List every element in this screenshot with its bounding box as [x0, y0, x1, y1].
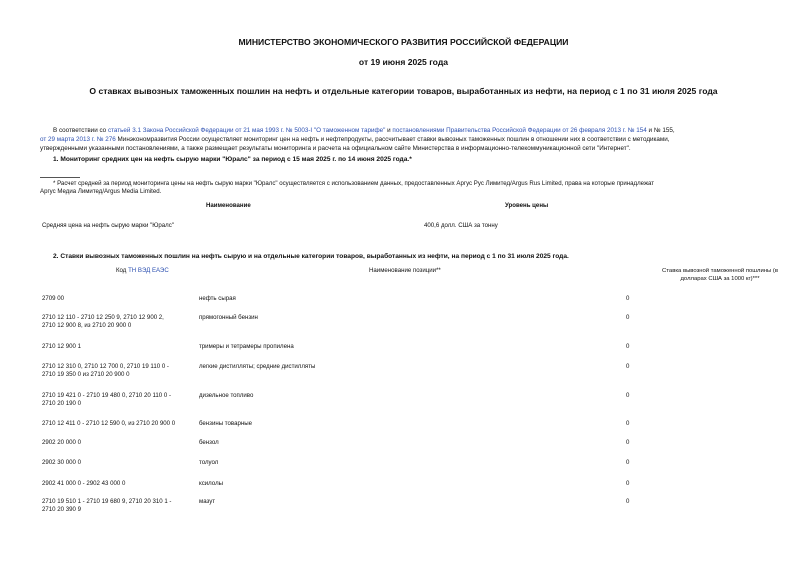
rate-row-code	[42, 295, 192, 303]
rate-row-code-line: 2709 00	[42, 295, 65, 302]
rate-row-code-line: 2902 30 000 0	[42, 459, 81, 466]
price-row-name: Средняя цена на нефть сырую марки "Юралс"	[42, 222, 174, 229]
rate-row-code-line: 2710 12 310 0, 2710 12 700 0, 2710 19 110 0 -	[42, 363, 169, 370]
rate-row-code-line: 2902 41 000 0 - 2902 43 000 0	[42, 480, 126, 487]
rates-header-rate	[640, 267, 800, 283]
rate-row-code	[42, 498, 192, 514]
rate-row-code-line: 2710 20 390 9	[42, 506, 81, 514]
rate-row-code-line: 2710 12 900 1	[42, 343, 81, 350]
rates-header-code-prefix: Код	[116, 267, 129, 274]
rate-row-name: ксилолы	[199, 480, 224, 487]
rate-row-value: 0	[626, 498, 630, 505]
rate-row-code-line: 2710 19 421 0 - 2710 19 480 0, 2710 20 110 0 -	[42, 392, 171, 399]
rate-row-name: легкие дистилляты; средние дистилляты	[199, 363, 316, 370]
rate-row-value: 0	[626, 459, 630, 466]
rate-row-value: 0	[626, 363, 630, 370]
rate-row-code	[42, 459, 192, 467]
intro-text-4: Минэкономразвития России осуществляет мониторинг цен на нефть и нефтепродукты, рассчитывает ставки вывозных таможенных пошлин в отношении них в соответствии с методиками,	[115, 136, 670, 143]
intro-paragraph	[40, 126, 775, 153]
rate-row-value: 0	[626, 295, 630, 302]
price-table-header-name: Наименование	[206, 202, 251, 209]
rate-row-name: нефть сырая	[199, 295, 236, 302]
rate-row-code-line: 2710 19 510 1 - 2710 19 680 9, 2710 20 310 1 -	[42, 498, 172, 505]
rates-header-code	[116, 267, 169, 274]
rate-row-code-line: 2710 20 190 0	[42, 400, 81, 408]
section2-heading: 2. Ставки вывозных таможенных пошлин на нефть сырую и на отдельные категории товаров, выработанных из нефти, на период с 1 по 31 июля 2025 года.	[53, 253, 569, 260]
price-table-header-level: Уровень цены	[505, 202, 549, 209]
law-link[interactable]: статьей 3.1 Закона Российской Федерации от 21 мая 1993 г. № 5003-I "О таможенном тарифе"	[107, 127, 386, 134]
rate-row-name: прямогонный бензин	[199, 314, 258, 321]
ministry-title: МИНИСТЕРСТВО ЭКОНОМИЧЕСКОГО РАЗВИТИЯ РОССИЙСКОЙ ФЕДЕРАЦИИ	[238, 37, 569, 47]
footnote-line-2: Аргус Медиа Лимитед/Argus Media Limited.	[40, 188, 162, 196]
intro-line-1	[40, 126, 775, 135]
decree-link-154[interactable]: постановлениями Правительства Российской Федерации от 26 февраля 2013 г. № 154	[392, 127, 647, 134]
rate-row-value: 0	[626, 314, 630, 321]
rate-row-value: 0	[626, 439, 630, 446]
rates-header-name: Наименование позиции**	[369, 267, 441, 274]
intro-text-1: В соответствии со	[53, 127, 108, 134]
rate-row-code-line: 2710 19 350 0 из 2710 20 900 0	[42, 371, 130, 379]
rate-row-value: 0	[626, 343, 630, 350]
footnote-divider	[40, 177, 80, 178]
rate-row-code-line: 2902 20 000 0	[42, 439, 81, 446]
document-date: от 19 июня 2025 года	[358, 57, 449, 67]
rate-row-value: 0	[626, 420, 630, 427]
intro-text-2: и	[385, 127, 393, 134]
rates-header-rate-line-2: долларах США за 1000 кг)***	[680, 276, 760, 282]
rate-row-name: мазут	[199, 498, 216, 505]
rate-row-name: толуол	[199, 459, 219, 466]
rate-row-code	[42, 392, 192, 408]
rate-row-name: бензол	[199, 439, 219, 446]
rate-row-code	[42, 363, 192, 379]
rate-row-code	[42, 343, 192, 351]
tnved-link[interactable]: ТН ВЭД ЕАЭС	[128, 267, 169, 274]
section1-heading: 1. Мониторинг средних цен на нефть сырую марки "Юралс" за период с 15 мая 2025 г. по 14 июня 2025 года.*	[53, 156, 412, 163]
rate-row-code	[42, 480, 192, 488]
rate-row-code	[42, 420, 192, 428]
intro-line-3: утвержденными указанными постановлениями, а также размещает результаты мониторинга и расчета на официальном сайте Министерства в информационно-телекоммуникационной сети "Интернет".	[40, 145, 631, 152]
rate-row-code-line: 2710 12 900 8, из 2710 20 900 0	[42, 322, 132, 330]
rate-row-code-line: 2710 12 110 - 2710 12 250 9, 2710 12 900 2,	[42, 314, 164, 321]
rates-header-rate-line-1: Ставка вывозной таможенной пошлины (в	[662, 268, 778, 274]
footnote	[40, 180, 775, 197]
rate-row-name: дизельное топливо	[199, 392, 254, 399]
price-row-value: 400,6 долл. США за тонну	[424, 222, 498, 229]
rate-row-code	[42, 439, 192, 447]
footnote-line-1: * Расчет средней за период мониторинга цены на нефть сырую марки "Юралс" осуществляется с использованием данных, предоставленных Аргус Рус Лимитед/Argus Rus Limited, права на которые принадлежат	[53, 180, 655, 187]
rate-row-name: тримеры и тетрамеры пропилена	[199, 343, 294, 350]
decree-link-276[interactable]: от 29 марта 2013 г. № 276	[40, 136, 116, 143]
intro-text-3: и № 155,	[646, 127, 675, 134]
rate-row-name: бензины товарные	[199, 420, 253, 427]
rate-row-value: 0	[626, 392, 630, 399]
rate-row-value: 0	[626, 480, 630, 487]
document-title: О ставках вывозных таможенных пошлин на нефть и отдельные категории товаров, выработанных из нефти, на период с 1 по 31 июля 2025 года	[89, 86, 718, 96]
rate-row-code	[42, 314, 192, 330]
rate-row-code-line: 2710 12 411 0 - 2710 12 590 0, из 2710 20 900 0	[42, 420, 176, 427]
intro-line-2	[40, 135, 775, 144]
